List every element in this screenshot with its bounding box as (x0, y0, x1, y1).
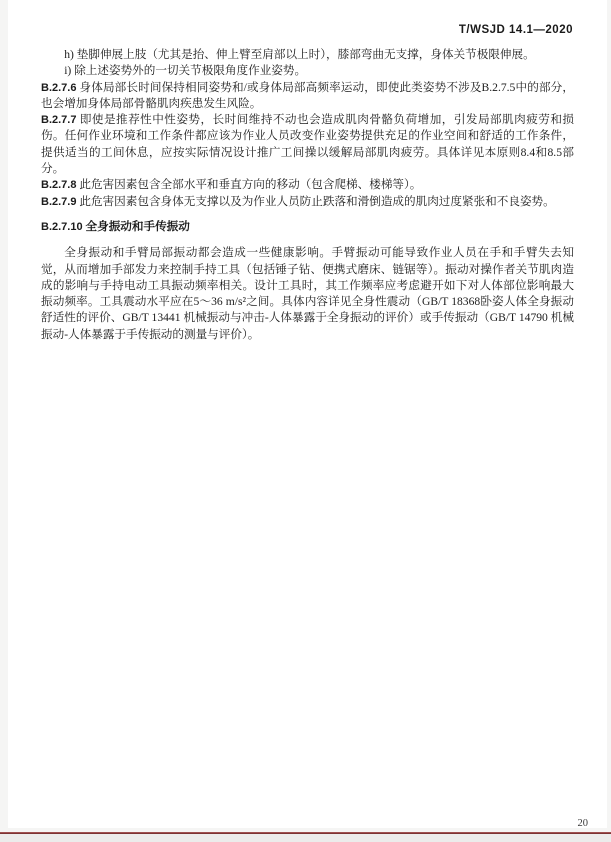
page-bottom-edge (0, 834, 611, 842)
list-item-h-label: h) (64, 48, 74, 61)
section-heading-b2-7-10 (41, 219, 574, 235)
clause-b2-7-9 (41, 194, 574, 210)
clause-b2-7-6 (41, 80, 574, 113)
list-item-h-text: 垫脚伸展上肢（尤其是抬、伸上臂至肩部以上时），膝部弯曲无支撑，身体关节极限伸展。 (76, 48, 535, 61)
document-page (8, 0, 607, 828)
clause-b2-7-9-text: 此危害因素包含身体无支撑以及为作业人员防止跌落和滑倒造成的肌肉过度紧张和不良姿势。 (79, 194, 555, 208)
section-paragraph: 全身振动和手臂局部振动都会造成一些健康影响。手臂振动可能导致作业人员在手和手臂失去知觉，从而增加手部发力来控制手持工具（包括锤子钻、便携式磨床、链锯等）。振动对操作者关节肌肉造成的影响与手持电动工具振动频率相关。设计工具时，其工作频率应考虑避开如下对人体部位影响最大振动频率。工具震动水平应在5～36 m/s²之间。具体内容详见全身性震动（GB/T 18368卧姿人体全身振动舒适性的评价、GB/T 13441 机械振动与冲击-人体暴露于全身振动的评价）或手传振动（GB/T 14790 机械振动-人体暴露于手传振动的测量与评价）。 (41, 246, 574, 341)
clause-b2-7-8 (41, 177, 574, 193)
list-item-i (41, 63, 574, 79)
clause-b2-7-8-number: B.2.7.8 (41, 179, 77, 192)
page-number: 20 (577, 818, 588, 829)
doc-code-header: T/WSJD 14.1—2020 (458, 24, 573, 36)
list-item-i-text: 除上述姿势外的一切关节极限角度作业姿势。 (74, 64, 307, 78)
clause-b2-7-6-text: 身体局部长时间保持相同姿势和/或身体局部高频率运动，即使此类姿势不涉及B.2.7.5中的部分，也会增加身体局部骨骼肌肉疾患发生风险。 (41, 80, 574, 110)
clause-b2-7-7-number: B.2.7.7 (41, 114, 77, 127)
list-item-h (41, 47, 574, 63)
section-heading-number: B.2.7.10 (41, 220, 83, 233)
clause-b2-7-7-text: 即使是推荐性中性姿势，长时间维持不动也会造成肌肉骨骼负荷增加，引发局部肌肉疲劳和损伤。任何作业环境和工作条件都应该为作业人员改变作业姿势提供充足的作业空间和舒适的工作条件，提供适当的工间休息，应按实际情况设计推广工间操以缓解局部肌肉疲劳。具体详见本原则8.4和8.5部分。 (41, 113, 574, 176)
clause-b2-7-6-number: B.2.7.6 (41, 81, 77, 94)
list-item-i-label: i) (64, 64, 72, 78)
section-heading-title: 全身振动和手传振动 (85, 219, 190, 233)
document-body (41, 47, 574, 343)
clause-b2-7-9-number: B.2.7.9 (41, 195, 77, 208)
clause-b2-7-8-text: 此危害因素包含全部水平和垂直方向的移动（包含爬梯、楼梯等）。 (79, 178, 422, 192)
clause-b2-7-7 (41, 112, 574, 177)
